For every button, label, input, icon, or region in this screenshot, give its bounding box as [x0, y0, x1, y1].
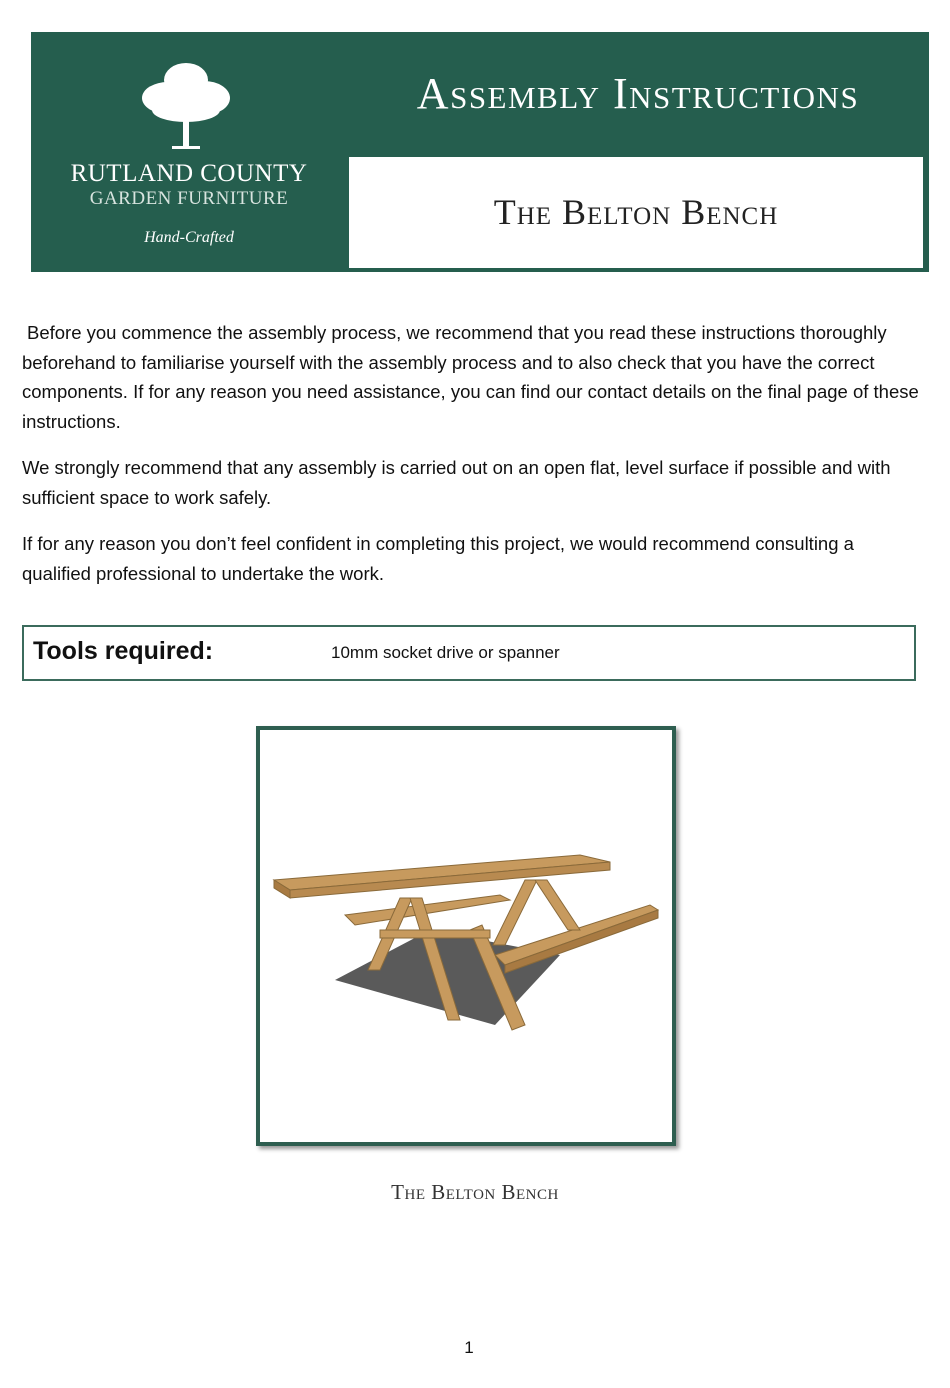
intro-paragraph: Before you commence the assembly process, we recommend that you read these instructions thoroughly beforehand to familiarise yourself with the assembly process and to also check that you have the correct components. If for any reason you need assistance, you can find our contact details on the final page of these instructions.	[22, 322, 919, 432]
intro-paragraph: We strongly recommend that any assembly is carried out on an open flat, level surface if possible and with sufficient space to work safely.	[22, 457, 891, 508]
tree-icon	[136, 60, 236, 152]
tools-value: 10mm socket drive or spanner	[331, 643, 560, 662]
bench-illustration	[260, 730, 672, 1142]
brand-logo	[31, 32, 347, 272]
intro-text	[22, 318, 927, 605]
figure-caption: The Belton Bench	[391, 1180, 559, 1204]
tools-label: Tools required:	[33, 637, 214, 665]
product-title: The Belton Bench	[349, 157, 923, 268]
page-number: 1	[464, 1338, 474, 1357]
bench-image	[256, 726, 676, 1146]
document-title: Assembly Instructions	[416, 69, 860, 118]
logo-tagline: Hand-Crafted	[144, 229, 234, 246]
header-banner	[31, 32, 929, 272]
tools-required-box	[22, 625, 916, 681]
logo-line1: RUTLAND COUNTY	[70, 160, 308, 187]
logo-line2: GARDEN FURNITURE	[89, 188, 289, 209]
intro-paragraph: If for any reason you don’t feel confident in completing this project, we would recommend consulting a qualified professional to undertake the work.	[22, 533, 854, 584]
